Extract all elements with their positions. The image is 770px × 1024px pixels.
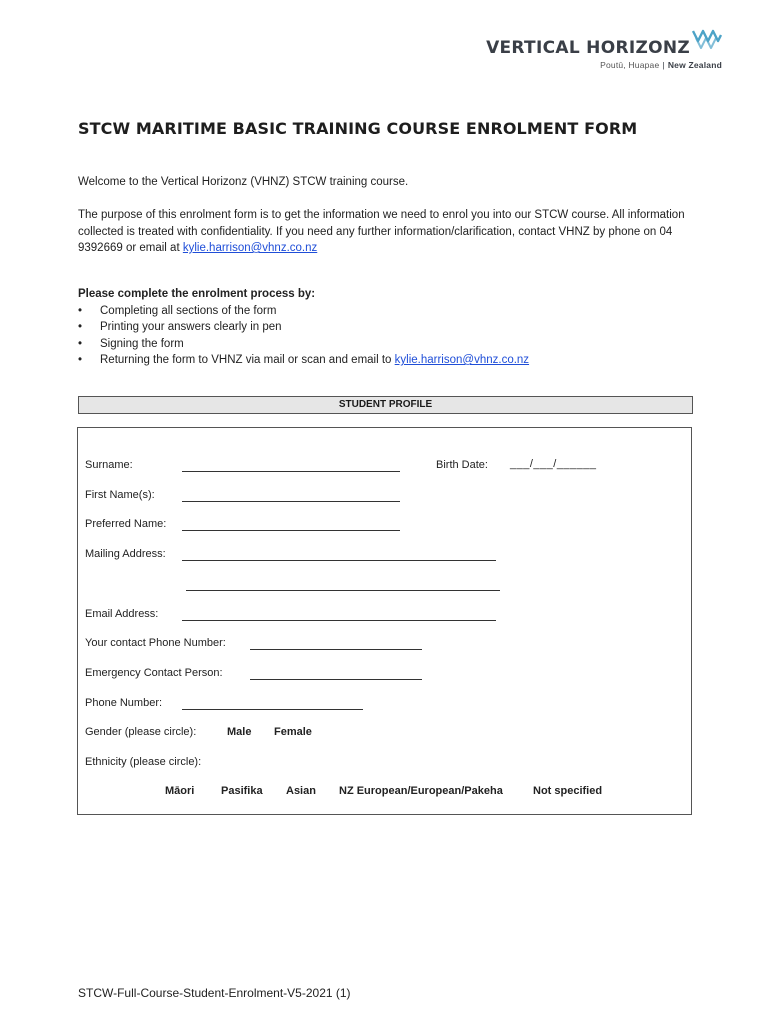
mailing-address-field[interactable] xyxy=(182,560,496,561)
email-address-field[interactable] xyxy=(182,620,496,621)
ethnicity-option-asian[interactable]: Asian xyxy=(286,785,316,797)
logo-subtitle xyxy=(486,60,722,70)
logo-name: VERTICAL HORIZONZ xyxy=(486,38,690,58)
surname-label: Surname: xyxy=(85,459,133,471)
form-title: STCW MARITIME BASIC TRAINING COURSE ENROLMENT FORM xyxy=(78,119,638,138)
list-item xyxy=(78,336,529,353)
purpose-body: The purpose of this enrolment form is to get the information we need to enrol you into our STCW course. All information collected is treated with confidentiality. If you need any further information/clarification, contact VHNZ by phone on 04 9392669 or email at xyxy=(78,209,685,254)
step-text: Returning the form to VHNZ via mail or scan and email to xyxy=(100,354,395,366)
contact-email-link[interactable]: kylie.harrison@vhnz.co.nz xyxy=(182,242,318,254)
ethnicity-option-nz-european[interactable]: NZ European/European/Pakeha xyxy=(339,785,503,797)
step-text: Printing your answers clearly in pen xyxy=(100,321,282,333)
bullet-icon: • xyxy=(78,354,83,366)
gender-option-female[interactable]: Female xyxy=(274,726,312,738)
ethnicity-option-not-specified[interactable]: Not specified xyxy=(533,785,603,797)
ethnicity-option-maori[interactable]: Māori xyxy=(165,785,195,797)
vhnz-logo xyxy=(486,28,722,70)
ethnicity-label: Ethnicity (please circle): xyxy=(85,756,202,768)
mailing-address-field-2[interactable] xyxy=(186,590,500,591)
bullet-icon: • xyxy=(78,321,83,333)
enrolment-steps xyxy=(78,286,529,369)
surname-field[interactable] xyxy=(182,471,400,472)
birth-date-field[interactable]: ___/___/______ xyxy=(510,458,597,470)
preferred-name-field[interactable] xyxy=(182,530,400,531)
logo-wave-icon xyxy=(692,28,722,50)
bullet-icon: • xyxy=(78,304,83,317)
birth-date-label: Birth Date: xyxy=(436,459,488,471)
welcome-text: Welcome to the Vertical Horizonz (VHNZ) STCW training course. xyxy=(78,176,409,188)
student-profile-header: STUDENT PROFILE xyxy=(78,396,693,414)
first-name-label: First Name(s): xyxy=(85,489,155,501)
mailing-address-label: Mailing Address: xyxy=(85,548,166,560)
step-text: Completing all sections of the form xyxy=(100,304,277,317)
list-item xyxy=(78,352,529,369)
step-text: Signing the form xyxy=(100,337,184,350)
phone-number-field[interactable] xyxy=(182,709,363,710)
student-profile-section xyxy=(77,427,692,815)
emergency-contact-label: Emergency Contact Person: xyxy=(85,667,223,679)
gender-option-male[interactable]: Male xyxy=(227,726,252,738)
logo-separator: | xyxy=(662,60,665,70)
contact-phone-label: Your contact Phone Number: xyxy=(85,637,226,649)
bullet-icon: • xyxy=(78,337,83,350)
steps-heading: Please complete the enrolment process by: xyxy=(78,288,316,300)
gender-label: Gender (please circle): xyxy=(85,726,197,738)
list-item xyxy=(78,319,529,336)
return-email-link[interactable]: kylie.harrison@vhnz.co.nz xyxy=(394,354,530,366)
logo-location: Poutū, Huapae xyxy=(600,60,660,70)
preferred-name-label: Preferred Name: xyxy=(85,518,167,530)
phone-number-label: Phone Number: xyxy=(85,697,163,709)
document-footer: STCW-Full-Course-Student-Enrolment-V5-2021 (1) xyxy=(78,986,351,1000)
ethnicity-option-pasifika[interactable]: Pasifika xyxy=(221,785,263,797)
contact-phone-field[interactable] xyxy=(250,649,422,650)
logo-country: New Zealand xyxy=(667,60,722,70)
email-address-label: Email Address: xyxy=(85,608,159,620)
purpose-text xyxy=(78,207,698,257)
first-name-field[interactable] xyxy=(182,501,400,502)
steps-list xyxy=(78,303,529,369)
emergency-contact-field[interactable] xyxy=(250,679,422,680)
list-item xyxy=(78,303,529,320)
